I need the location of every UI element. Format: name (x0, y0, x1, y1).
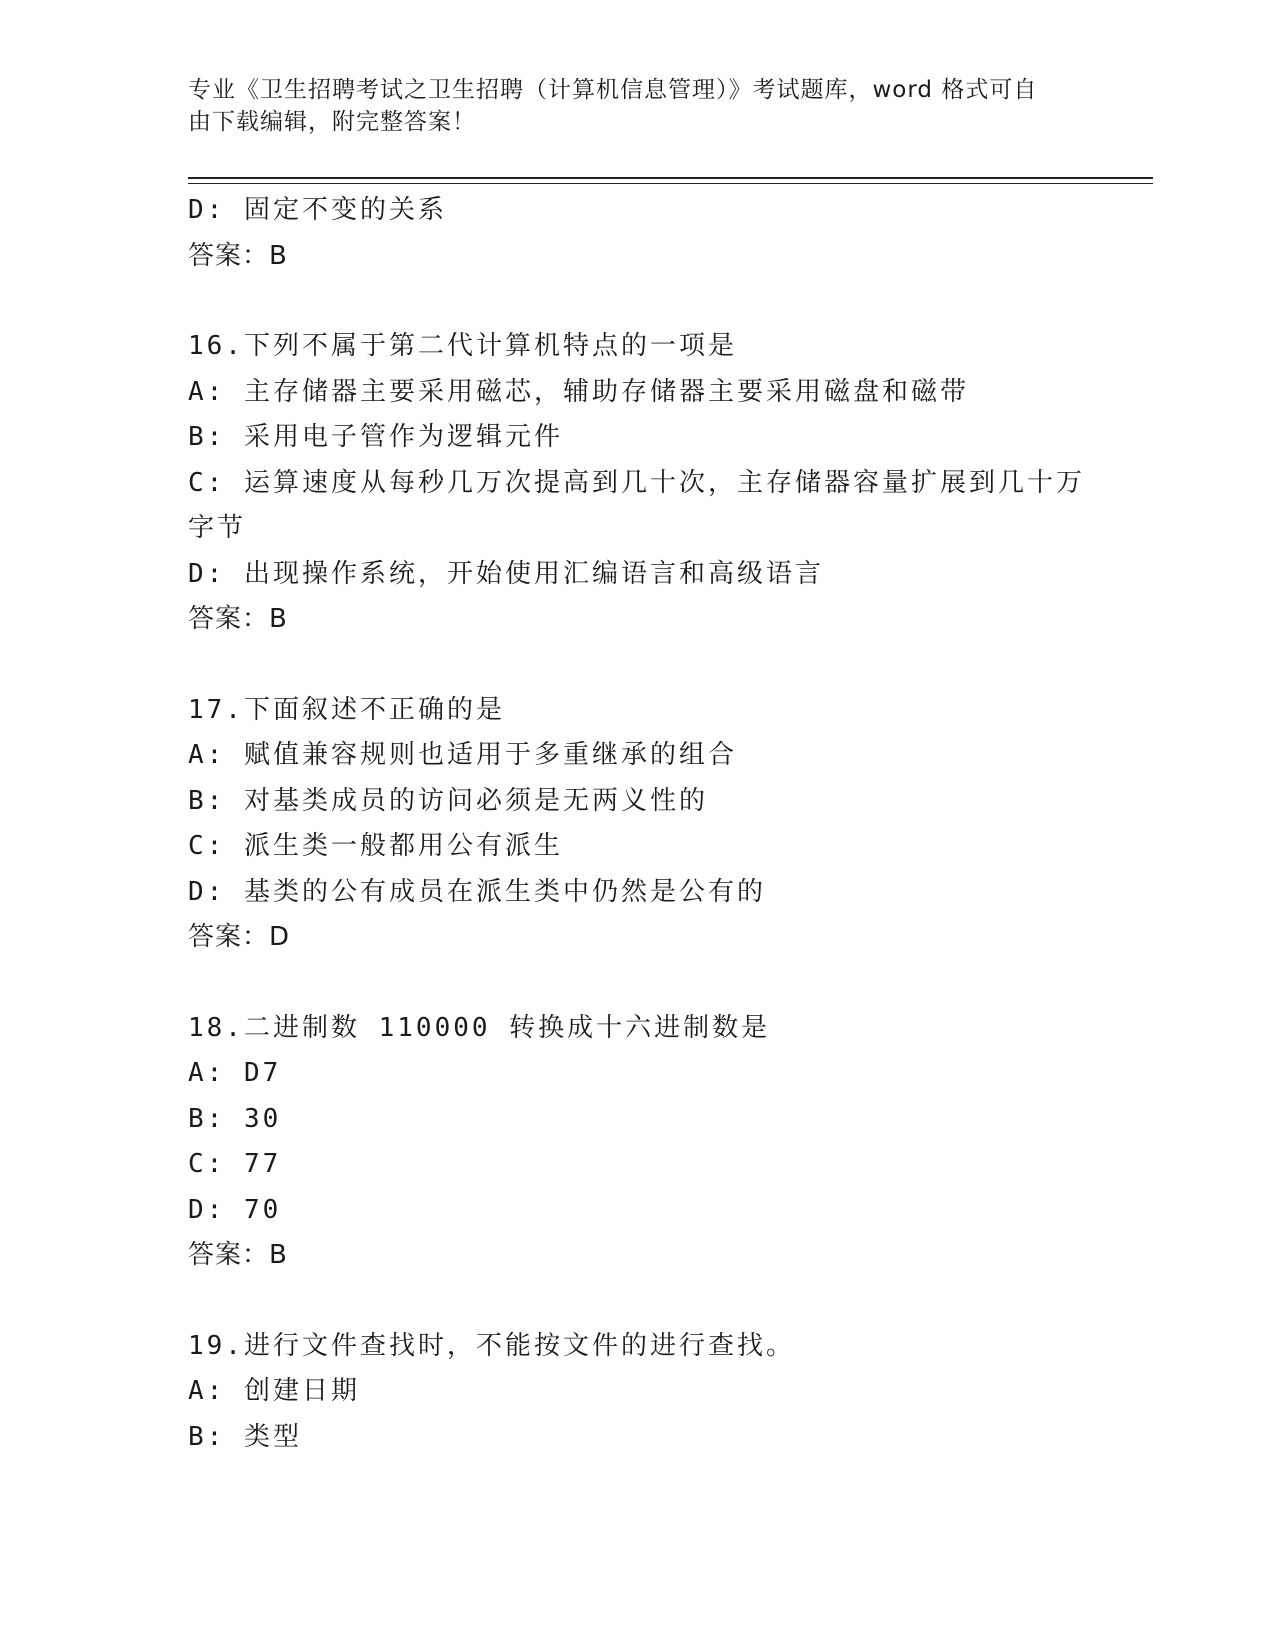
option-a: A: 主存储器主要采用磁芯，辅助存储器主要采用磁盘和磁带 (188, 376, 969, 407)
option-b: B: 对基类成员的访问必须是无两义性的 (188, 785, 708, 816)
option-c: C: 77 (188, 1149, 282, 1179)
question-stem: 16.下列不属于第二代计算机特点的一项是 (188, 331, 737, 361)
answer-line: 答案：D (188, 922, 291, 952)
header-line-2: 由下载编辑，附完整答案！ (188, 109, 476, 135)
question-stem: 17.下面叙述不正确的是 (188, 694, 505, 725)
question-block-15 (188, 188, 1108, 279)
spacer (188, 643, 1108, 688)
option-a: A: D7 (188, 1058, 282, 1088)
option-d: D: 固定不变的关系 (188, 195, 447, 225)
option-b: B: 采用电子管作为逻辑元件 (188, 422, 563, 452)
question-block-16 (188, 324, 1108, 643)
option-c-continuation: 字节 (188, 513, 247, 543)
header-divider-thick (188, 177, 1153, 179)
question-list (188, 188, 1108, 1460)
question-stem: 18.二进制数 110000 转换成十六进制数是 (188, 1012, 771, 1043)
option-a: A: 创建日期 (188, 1376, 360, 1406)
spacer (188, 961, 1108, 1006)
option-c: C: 运算速度从每秒几万次提高到几十次，主存储器容量扩展到几十万 (188, 467, 1085, 498)
option-d: D: 70 (188, 1194, 282, 1225)
question-block-19 (188, 1324, 1108, 1461)
header-divider-thin (188, 183, 1153, 184)
spacer (188, 1279, 1108, 1324)
question-stem: 19.进行文件查找时，不能按文件的进行查找。 (188, 1330, 795, 1361)
question-block-18 (188, 1006, 1108, 1279)
option-c: C: 派生类一般都用公有派生 (188, 831, 563, 861)
option-a: A: 赋值兼容规则也适用于多重继承的组合 (188, 740, 737, 770)
spacer (188, 279, 1108, 324)
answer-line: 答案：B (188, 604, 288, 634)
option-b: B: 30 (188, 1103, 282, 1134)
option-b: B: 类型 (188, 1421, 302, 1452)
header-line-1: 专业《卫生招聘考试之卫生招聘（计算机信息管理）》考试题库，word 格式可自 (188, 77, 1038, 103)
option-d: D: 基类的公有成员在派生类中仍然是公有的 (188, 876, 766, 907)
document-header (188, 74, 1088, 138)
answer-line: 答案：B (188, 1240, 288, 1270)
answer-line: 答案：B (188, 240, 288, 271)
option-d: D: 出现操作系统，开始使用汇编语言和高级语言 (188, 558, 824, 589)
question-block-17 (188, 688, 1108, 961)
